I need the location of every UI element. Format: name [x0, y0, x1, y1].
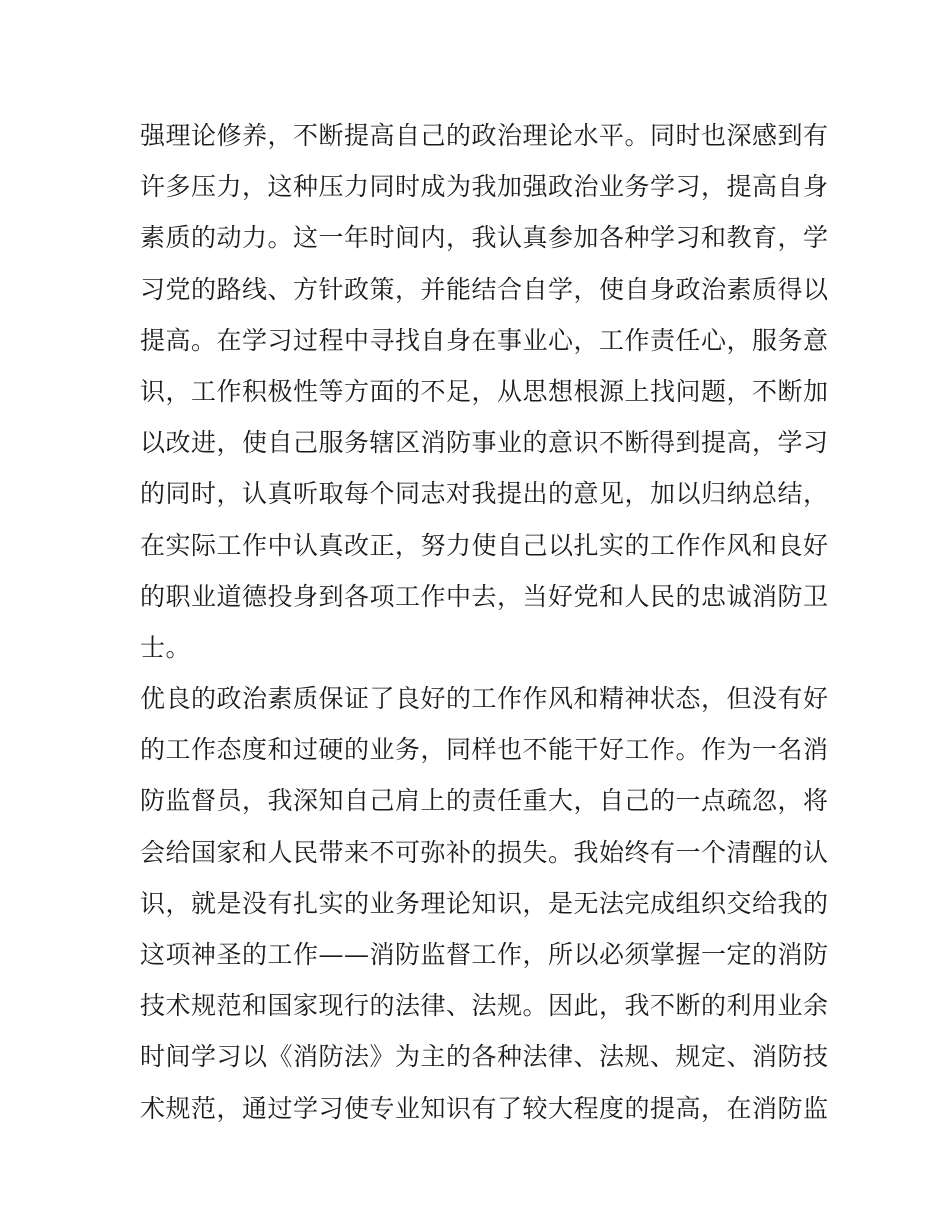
text-line: 防监督员，我深知自己肩上的责任重大，自己的一点疏忽，将: [140, 786, 829, 816]
text-line: 这项神圣的工作——消防监督工作，所以必须掌握一定的消防: [140, 940, 829, 969]
text-line: 的同时，认真听取每个同志对我提出的意见，加以归纳总结，: [140, 479, 829, 509]
text-line: 以改进，使自己服务辖区消防事业的意识不断得到提高，学习: [140, 428, 829, 458]
text-line: 优良的政治素质保证了良好的工作作风和精神状态，但没有好: [140, 684, 829, 714]
text-line: 强理论修养，不断提高自己的政治理论水平。同时也深感到有: [140, 121, 829, 150]
text-line: 识，工作积极性等方面的不足，从思想根源上找问题，不断加: [140, 376, 829, 406]
document-body: [140, 110, 829, 1134]
text-line: 素质的动力。这一年时间内，我认真参加各种学习和教育，学: [140, 223, 829, 253]
text-line: 技术规范和国家现行的法律、法规。因此，我不断的利用业余: [140, 991, 829, 1021]
text-line: 的职业道德投身到各项工作中去，当好党和人民的忠诚消防卫: [140, 581, 829, 611]
text-line: 在实际工作中认真改正，努力使自己以扎实的工作作风和良好: [140, 530, 829, 560]
text-line: 许多压力，这种压力同时成为我加强政治业务学习，提高自身: [140, 172, 829, 202]
text-line: 习党的路线、方针政策，并能结合自学，使自身政治素质得以: [140, 274, 829, 304]
text-line: 术规范，通过学习使专业知识有了较大程度的提高，在消防监: [140, 1093, 829, 1123]
text-line: 提高。在学习过程中寻找自身在事业心，工作责任心，服务意: [140, 325, 829, 355]
text-line: 时间学习以《消防法》为主的各种法律、法规、规定、消防技: [140, 1042, 829, 1072]
text-line: 会给国家和人民带来不可弥补的损失。我始终有一个清醒的认: [140, 837, 829, 867]
text-line: 士。: [140, 632, 192, 662]
text-line: 的工作态度和过硬的业务，同样也不能干好工作。作为一名消: [140, 735, 829, 765]
text-line: 识，就是没有扎实的业务理论知识，是无法完成组织交给我的: [140, 888, 829, 918]
